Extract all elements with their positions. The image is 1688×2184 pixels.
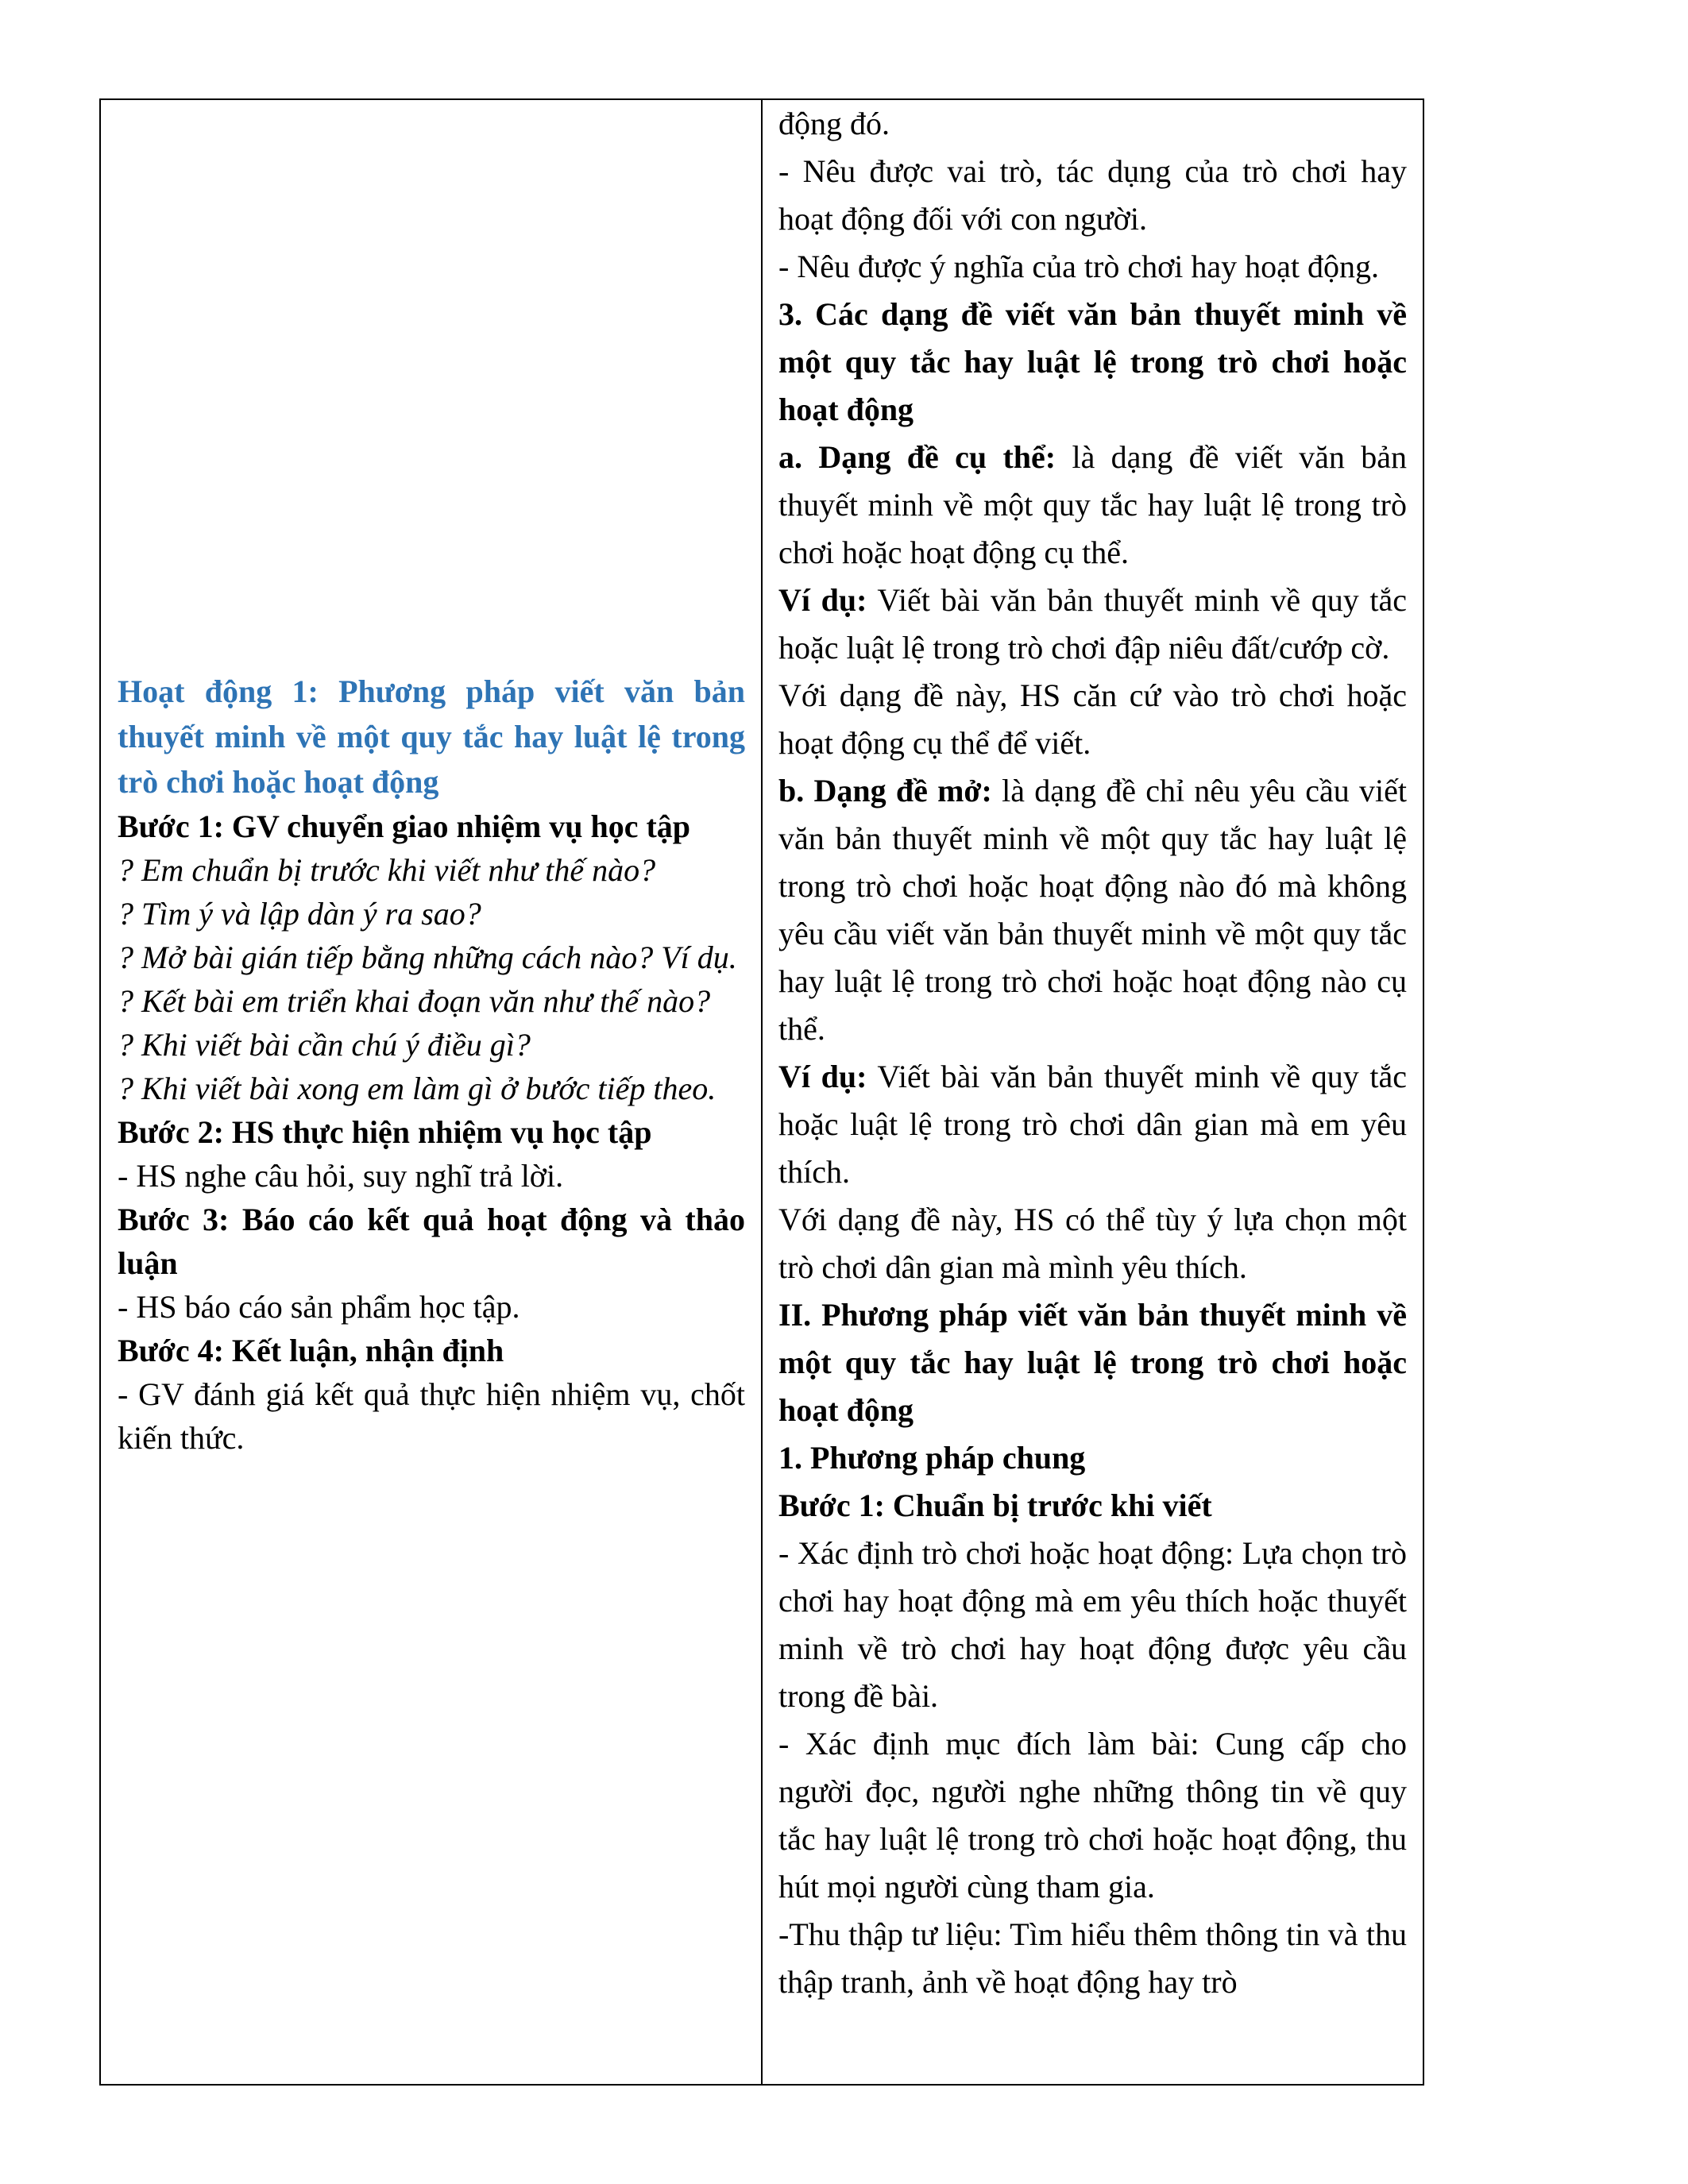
content-table [99, 98, 1424, 2086]
open-type-note: Với dạng đề này, HS có thể tùy ý lựa chọn một trò chơi dân gian mà mình yêu thích. [778, 1202, 1407, 1285]
section-3-heading: 3. Các dạng đề viết văn bản thuyết minh về một quy tắc hay luật lệ trong trò chơi hoặc hoạt động [778, 296, 1407, 427]
step1-title: Bước 1: GV chuyển giao nhiệm vụ học tập [118, 808, 691, 844]
open-type-paragraph [778, 767, 1407, 1053]
specific-type-note: Với dạng đề này, HS căn cứ vào trò chơi hoặc hoạt động cụ thể để viết. [778, 677, 1407, 761]
question-5: ? Khi viết bài cần chú ý điều gì? [118, 1027, 531, 1063]
section-ii-heading: II. Phương pháp viết văn bản thuyết minh về một quy tắc hay luật lệ trong trò chơi hoặc hoạt động [778, 1297, 1407, 1428]
right-column-content [778, 100, 1407, 2006]
open-type-text: là dạng đề chỉ nêu yêu cầu viết văn bản thuyết minh về một quy tắc hay luật lệ trong trò chơi hoặc hoạt động nào đó mà không yêu cầu viết văn bản thuyết minh về một quy tắc hay luật lệ trong trò chơi hoặc hoạt động nào cụ thể. [778, 773, 1407, 1047]
specific-type-paragraph [778, 434, 1407, 577]
open-type-label: b. Dạng đề mở: [778, 773, 992, 808]
example-2-text: Viết bài văn bản thuyết minh về quy tắc hoặc luật lệ trong trò chơi dân gian mà em yêu thích. [778, 1059, 1408, 1190]
question-2: ? Tìm ý và lập dàn ý ra sao? [118, 896, 481, 932]
question-1: ? Em chuẩn bị trước khi viết như thế nào? [118, 852, 656, 888]
left-column-content [118, 669, 745, 1460]
activity-title: Hoạt động 1: Phương pháp viết văn bản thuyết minh về một quy tắc hay luật lệ trong trò chơi hoặc hoạt động [118, 673, 745, 800]
collect-materials-paragraph: -Thu thập tư liệu: Tìm hiểu thêm thông tin và thu thập tranh, ảnh về hoạt động hay trò [778, 1916, 1407, 2000]
table-left-column [101, 100, 763, 2084]
prewrite-step-heading: Bước 1: Chuẩn bị trước khi viết [778, 1488, 1212, 1523]
question-3: ? Mở bài gián tiếp bằng những cách nào? Ví dụ. [118, 940, 737, 975]
step4-title: Bước 4: Kết luận, nhận định [118, 1333, 504, 1368]
question-6: ? Khi viết bài xong em làm gì ở bước tiếp theo. [118, 1071, 717, 1106]
step4-text: - GV đánh giá kết quả thực hiện nhiệm vụ, chốt kiến thức. [118, 1376, 745, 1456]
table-right-column [763, 100, 1423, 2084]
step2-title: Bước 2: HS thực hiện nhiệm vụ học tập [118, 1114, 652, 1150]
example-1-paragraph [778, 577, 1407, 672]
role-paragraph: - Nêu được vai trò, tác dụng của trò chơi hay hoạt động đối với con người. [778, 153, 1407, 237]
example-1-label: Ví dụ: [778, 582, 867, 618]
question-4: ? Kết bài em triển khai đoạn văn như thế nào? [118, 983, 711, 1019]
specific-type-label: a. Dạng đề cụ thể: [778, 439, 1056, 475]
determine-activity-paragraph: - Xác định trò chơi hoặc hoạt động: Lựa chọn trò chơi hay hoạt động mà em yêu thích hoặc thuyết minh về trò chơi hay hoạt động được yêu cầu trong đề bài. [778, 1535, 1407, 1714]
step3-text: - HS báo cáo sản phẩm học tập. [118, 1289, 520, 1325]
determine-purpose-paragraph: - Xác định mục đích làm bài: Cung cấp cho người đọc, người nghe những thông tin về quy tắc hay luật lệ trong trò chơi hoặc hoạt động, thu hút mọi người cùng tham gia. [778, 1726, 1407, 1904]
step3-title: Bước 3: Báo cáo kết quả hoạt động và thảo luận [118, 1202, 745, 1281]
general-method-heading: 1. Phương pháp chung [778, 1440, 1086, 1476]
example-2-paragraph [778, 1053, 1407, 1196]
step2-text: - HS nghe câu hỏi, suy nghĩ trả lời. [118, 1158, 564, 1194]
continuation-text: động đó. [778, 106, 890, 141]
meaning-paragraph: - Nêu được ý nghĩa của trò chơi hay hoạt động. [778, 249, 1379, 284]
example-2-label: Ví dụ: [778, 1059, 867, 1094]
example-1-text: Viết bài văn bản thuyết minh về quy tắc hoặc luật lệ trong trò chơi đập niêu đất/cướp cờ. [778, 582, 1408, 666]
specific-type-text: là dạng đề viết văn bản thuyết minh về một quy tắc hay luật lệ trong trò chơi hoặc hoạt động cụ thể. [778, 439, 1407, 570]
